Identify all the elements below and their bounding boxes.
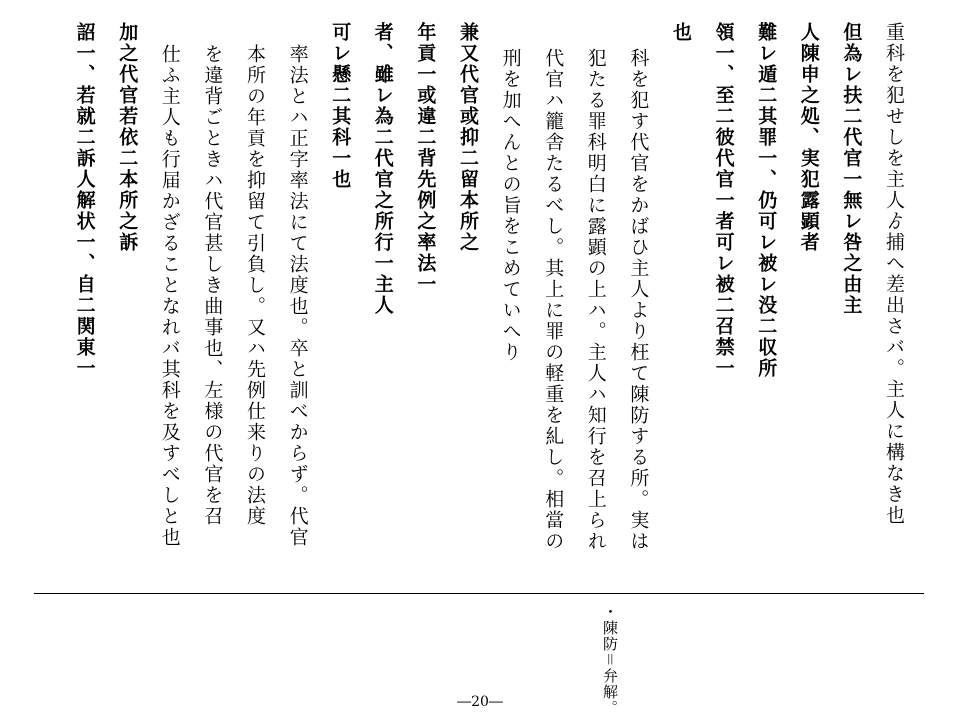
footnote-divider [34,593,924,594]
text-column: 仕ふ主人も行届かざることなれバ其科を及すべしと也 [158,44,181,548]
text-column: 難レ遁二其罪一、仍可レ被レ没二収所 [755,22,778,379]
text-column: 人陳申之処、実犯露顕者 [797,22,820,253]
text-column: 率法とハ正字率法にて法度也。卒と訓べからず。代官 [286,44,309,548]
text-column: を違背ごときハ代官甚しき曲事也、左様の代官を召 [201,44,224,527]
footnote: ・陳防＝弁解。 [601,604,619,716]
text-column: 刑を加へんとの旨をこめていへり [499,48,522,363]
text-column: 年貢一或違二背先例之率法一 [414,22,437,295]
text-column: 科を犯す代官をかばひ主人より枉て陳防する所。実は [627,48,650,552]
text-column: 本所の年貢を抑留て引負し。又ハ先例仕来りの法度 [244,44,266,527]
text-column: 犯たる罪科明白に露顕の上ハ。主人ハ知行を召上られ [584,48,607,552]
text-column: 兼又代官或抑二留本所之 [457,22,479,253]
text-column: 也 [670,22,692,43]
text-column: 詔一、若就二訴人解状一、自二関東一 [73,22,96,379]
text-column: 但為レ扶二代官一無レ咎之由主 [840,22,863,316]
text-column: 者、雖レ為二代官之所行一主人 [371,22,394,316]
text-column: 重科を犯せしを主人ゟ捕へ差出さバ。主人に構なき也 [883,22,905,526]
text-column: 加之代官若依二本所之訴 [116,22,139,253]
text-column: 代官ハ籠舎たるべし。其上に罪の軽重を糺し。相當の [542,48,565,552]
text-column: 可レ懸二其科一也 [329,22,352,190]
text-column: 領一、至二彼代官一者可レ被二召禁一 [712,22,735,379]
page-number: ―20― [457,694,503,710]
